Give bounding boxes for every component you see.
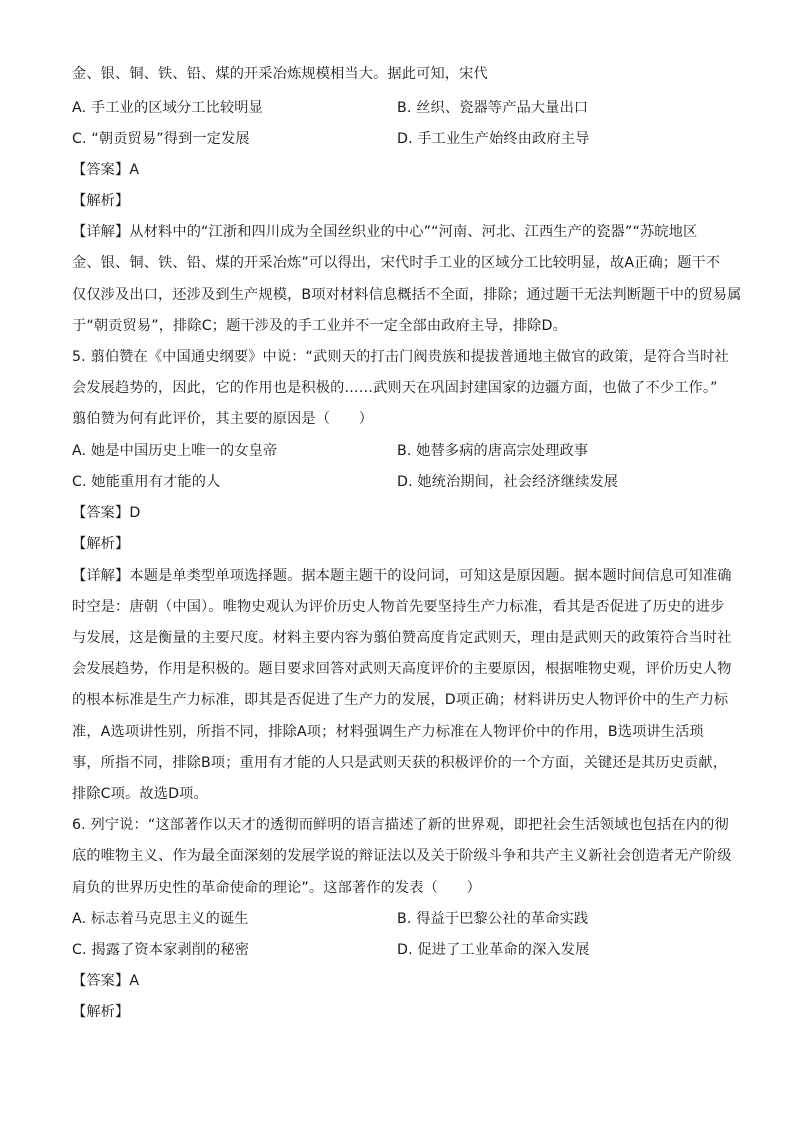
q4-option-b: B. 丝织、瓷器等产品大量出口 — [397, 100, 589, 116]
q4-detail-line: 仅仅涉及出口，还涉及到生产规模，B项对材料信息概括不全面，排除；通过题干无法判断题干中的贸易属 — [72, 287, 742, 303]
q5-stem-line: 5. 翦伯赞在《中国通史纲要》中说：“武则天的打击门阀贵族和提拔普通地主做官的政策，是符合当时社 — [72, 349, 729, 365]
q5-stem-line: 会发展趋势的，因此，它的作用也是积极的……武则天在巩固封建国家的边疆方面，也做了不少工作。” — [72, 380, 718, 396]
q4-option-c: C. “朝贡贸易”得到一定发展 — [72, 131, 250, 147]
q4-option-d: D. 手工业生产始终由政府主导 — [397, 131, 590, 147]
q4-answer: 【答案】A — [72, 162, 140, 178]
q4-option-a: A. 手工业的区域分工比较明显 — [72, 100, 263, 116]
q4-analysis-label: 【解析】 — [72, 193, 130, 209]
q5-option-d: D. 她统治期间，社会经济继续发展 — [397, 474, 619, 490]
q5-detail-line: 时空是：唐朝（中国）。唯物史观认为评价历史人物首先要坚持生产力标准，看其是否促进了历史的进步 — [72, 599, 725, 615]
q6-answer: 【答案】A — [72, 973, 140, 989]
q6-option-a: A. 标志着马克思主义的诞生 — [72, 911, 249, 927]
q6-analysis-label: 【解析】 — [72, 1004, 130, 1020]
q5-detail-line: 会发展趋势，作用是积极的。题目要求回答对武则天高度评价的主要原因，根据唯物史观，评价历史人物 — [72, 661, 732, 677]
q4-detail-line: 【详解】从材料中的“江浙和四川成为全国丝织业的中心”“河南、河北、江西生产的瓷器”“苏皖地区 — [72, 224, 698, 240]
q5-option-c: C. 她能重用有才能的人 — [72, 474, 221, 490]
q6-stem-line: 底的唯物主义、作为最全面深刻的发展学说的辩证法以及关于阶级斗争和共产主义新社会创造者无产阶级 — [72, 848, 732, 864]
q5-stem-line: 翦伯赞为何有此评价，其主要的原因是（ ） — [72, 411, 374, 427]
q5-detail-line: 排除C项。故选D项。 — [72, 786, 208, 802]
q4-detail-line: 金、银、铜、铁、铅、煤的开采冶炼”可以得出，宋代时手工业的区域分工比较明显，故A正确；题干不 — [72, 255, 721, 271]
q6-option-b: B. 得益于巴黎公社的革命实践 — [397, 911, 589, 927]
q4-detail-line: 于“朝贡贸易”，排除C；题干涉及的手工业并不一定全部由政府主导，排除D。 — [72, 318, 567, 334]
q5-detail-line: 的根本标准是生产力标准，即其是否促进了生产力的发展，D项正确；材料讲历史人物评价中的生产力标 — [72, 692, 729, 708]
q5-detail-line: 与发展，这是衡量的主要尺度。材料主要内容为翦伯赞高度肯定武则天，理由是武则天的政策符合当时社 — [72, 630, 732, 646]
q6-option-d: D. 促进了工业革命的深入发展 — [397, 942, 590, 958]
q5-option-a: A. 她是中国历史上唯一的女皇帝 — [72, 443, 278, 459]
q4-stem-end: 金、银、铜、铁、铅、煤的开采冶炼规模相当大。据此可知，宋代 — [72, 66, 488, 82]
q5-option-b: B. 她替多病的唐高宗处理政事 — [397, 443, 589, 459]
q5-detail-line: 事，所指不同，排除B项；重用有才能的人只是武则天获的积极评价的一个方面，关键还是其历史贡献， — [72, 755, 728, 771]
q6-stem-line: 肩负的世界历史性的革命使命的理论”。这部著作的发表（ ） — [72, 880, 481, 896]
q6-stem-line: 6. 列宁说：“这部著作以天才的透彻而鲜明的语言描述了新的世界观，即把社会生活领域也包括在内的彻 — [72, 817, 729, 833]
q5-answer: 【答案】D — [72, 505, 141, 521]
q5-detail-line: 【详解】本题是单类型单项选择题。据本题主题干的设问词，可知这是原因题。据本题时间信息可知准确 — [72, 568, 732, 584]
q6-option-c: C. 揭露了资本家剥削的秘密 — [72, 942, 250, 958]
q5-analysis-label: 【解析】 — [72, 536, 130, 552]
q5-detail-line: 准，A选项讲性别，所指不同，排除A项；材料强调生产力标准在人物评价中的作用，B选项讲生活琐 — [72, 724, 704, 740]
